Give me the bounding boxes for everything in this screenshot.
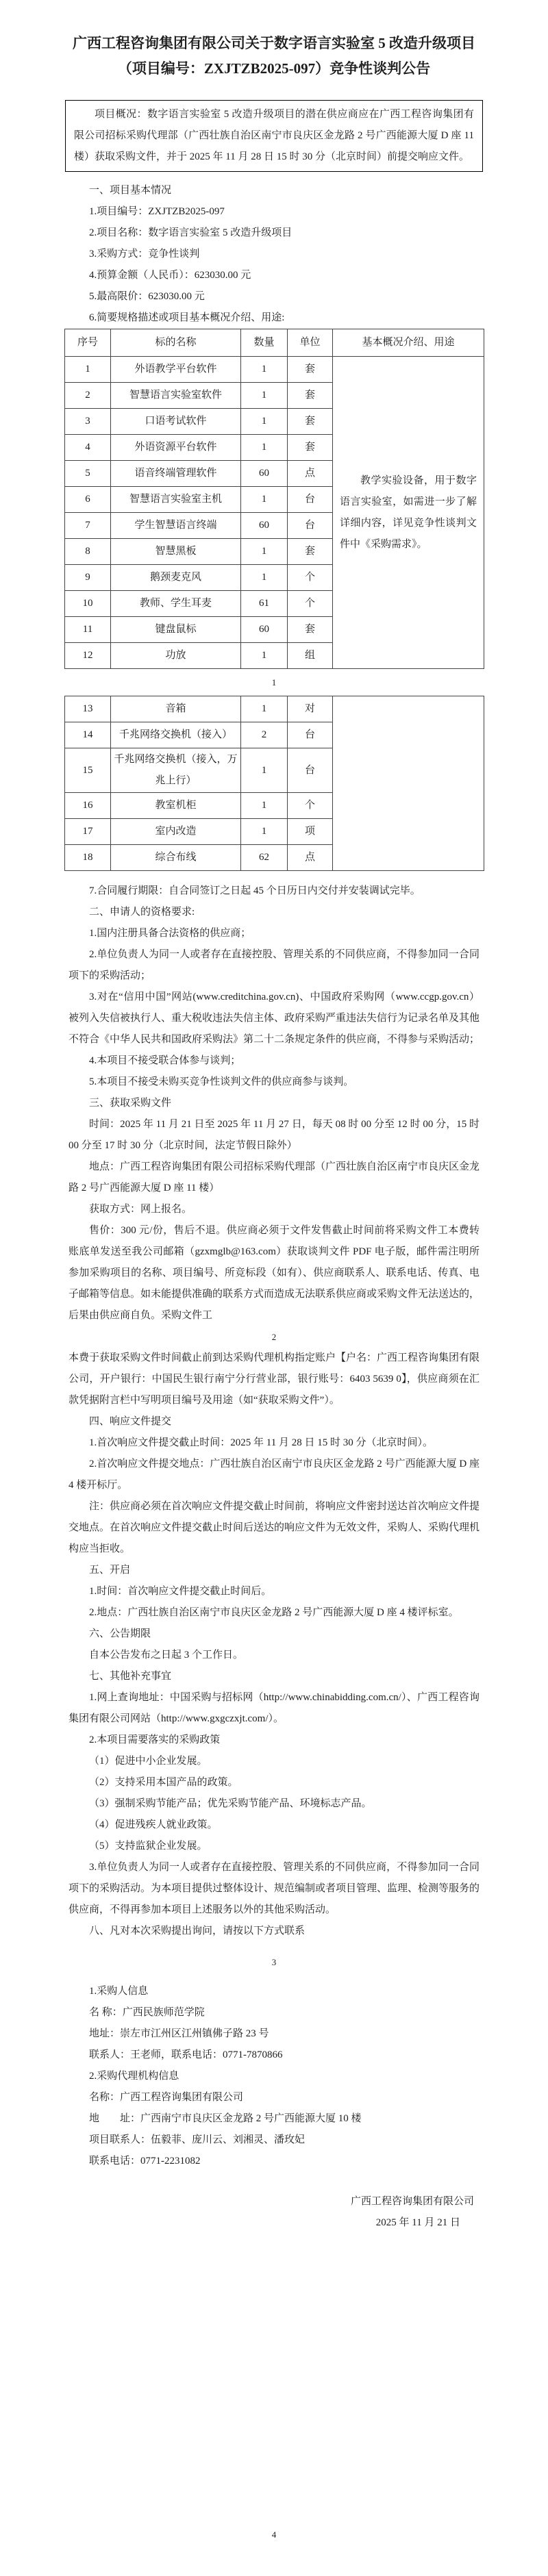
cell-name: 键盘鼠标 [111,617,241,643]
signature-date: 2025 年 11 月 21 日 [375,2217,460,2228]
cell-name: 学生智慧语言终端 [111,513,241,539]
cell-unit: 个 [288,591,333,617]
cell-name: 智慧语言实验室软件 [111,383,241,409]
page-number-3: 3 [271,1957,277,1967]
cell-name: 教师、学生耳麦 [111,591,241,617]
cell-name: 智慧黑板 [111,539,241,565]
cell-no: 14 [65,722,111,748]
page-number-4: 4 [271,2529,277,2540]
cell-qty: 61 [241,591,288,617]
paragraph: 2.采购代理机构信息 [89,2071,179,2082]
cell-qty: 62 [241,845,288,871]
cell-qty: 60 [241,617,288,643]
cell-no: 2 [65,383,111,409]
cell-name: 综合布线 [111,845,241,871]
items-table-part2 [64,696,484,871]
cell-unit: 套 [288,383,333,409]
paragraph: 2.地点：广西壮族自治区南宁市良庆区金龙路 2 号广西能源大厦 D 座 4 楼评标室。 [89,1607,459,1618]
cell-name: 功放 [111,643,241,669]
paragraph: 名 称：广西民族师范学院 [89,2007,205,2018]
cell-name: 音箱 [111,696,241,722]
col-header-no: 序号 [65,329,111,357]
paragraph: 地点：广西工程咨询集团有限公司招标采购代理部（广西壮族自治区南宁市良庆区金龙路 2 号广西能源大厦 D 座 11 楼） [68,1161,480,1194]
cell-name: 外语资源平台软件 [111,435,241,461]
signature-company: 广西工程咨询集团有限公司 [350,2196,474,2207]
cell-no: 18 [65,845,111,871]
cell-qty: 1 [241,565,288,591]
section-contact-info [0,1981,548,2172]
project-overview-text: 项目概况：数字语言实验室 5 改造升级项目的潜在供应商应在广西工程咨询集团有限公司招标采购代理部（广西壮族自治区南宁市良庆区金龙路 2 号广西能源大厦 D 座 11 楼）获取采购文件，并于 2025 年 11 月 28 日 15 时 30 分（北京时间）前提交响应文件。 [74,109,474,162]
paragraph: 联系人：王老师，联系电话：0771-7870866 [89,2049,283,2060]
cell-qty: 1 [241,793,288,819]
cell-qty: 60 [241,461,288,487]
cell-no: 17 [65,819,111,845]
section-heading: 一、项目基本情况 [89,185,172,196]
page-number-2: 2 [271,1332,277,1342]
cell-qty: 1 [241,819,288,845]
paragraph: （5）支持监狱企业发展。 [89,1841,208,1852]
cell-name: 千兆网络交换机（接入，万兆上行） [111,748,241,793]
cell-qty: 1 [241,696,288,722]
paragraph: 名称：广西工程咨询集团有限公司 [89,2092,244,2103]
table-row [65,696,484,722]
paragraph: （1）促进中小企业发展。 [89,1756,208,1767]
paragraph: 地 址：广西南宁市良庆区金龙路 2 号广西能源大厦 10 楼 [89,2113,362,2124]
cell-unit: 点 [288,461,333,487]
section-submission-opening-other [0,1348,548,1942]
page-number-1: 1 [271,677,277,687]
cell-unit: 套 [288,409,333,435]
paragraph: 2.单位负责人为同一人或者存在直接控股、管理关系的不同供应商，不得参加同一合同项下的采购活动； [68,949,480,981]
cell-name: 鹅颈麦克风 [111,565,241,591]
paragraph: 售价：300 元/份，售后不退。供应商必须于文件发售截止时间前将采购文件工本费转账底单发送至我公司邮箱（gzxmglb@163.com）获取谈判文件 PDF 电子版，邮件需注明所参加采购项目的名称、项目编号、所竞标段（如有）、供应商联系人、联系电话、传真、电子邮箱等信息。如未能提供准确的联系方式而造成无法联系供应商或采购文件无法送达的，后果由供应商自负。采购文件工 [68,1225,480,1321]
cell-no: 9 [65,565,111,591]
cell-name: 口语考试软件 [111,409,241,435]
cell-qty: 2 [241,722,288,748]
cell-qty: 1 [241,643,288,669]
cell-qty: 60 [241,513,288,539]
paragraph: 项目联系人：伍毅菲、庞川云、刘湘灵、潘玫妃 [89,2134,306,2145]
cell-name: 外语教学平台软件 [111,357,241,383]
paragraph: （4）促进残疾人就业政策。 [89,1819,218,1830]
paragraph: 6.简要规格描述或项目基本概况介绍、用途: [89,312,285,323]
paragraph: 联系电话：0771-2231082 [89,2156,201,2167]
paragraph: 1.国内注册具备合法资格的供应商； [89,928,251,939]
section-heading: 七、其他补充事宜 [89,1671,172,1682]
document-title-line2: （项目编号：ZXJTZB2025-097）竞争性谈判公告 [117,60,431,77]
cell-qty: 1 [241,357,288,383]
paragraph: 1.项目编号：ZXJTZB2025-097 [89,206,225,217]
paragraph: 5.本项目不接受未购买竞争性谈判文件的供应商参与谈判。 [89,1076,354,1087]
cell-no: 10 [65,591,111,617]
cell-qty: 1 [241,487,288,513]
cell-name: 教室机柜 [111,793,241,819]
cell-no: 7 [65,513,111,539]
cell-no: 11 [65,617,111,643]
section-heading: 三、获取采购文件 [89,1098,172,1109]
paragraph: 1.采购人信息 [89,1986,149,1997]
cell-unit: 台 [288,513,333,539]
cell-name: 语音终端管理软件 [111,461,241,487]
cell-unit: 点 [288,845,333,871]
paragraph: 2.首次响应文件提交地点：广西壮族自治区南宁市良庆区金龙路 2 号广西能源大厦 D 座 4 楼开标厅。 [68,1459,480,1491]
signature-block [0,2191,548,2234]
section-heading: 四、响应文件提交 [89,1416,172,1427]
paragraph: 2.项目名称：数字语言实验室 5 改造升级项目 [89,227,292,238]
cell-name: 室内改造 [111,819,241,845]
paragraph: 3.对在“信用中国”网站(www.creditchina.gov.cn)、中国政府采购网（www.ccgp.gov.cn）被列入失信被执行人、重大税收违法失信主体、政府采购严重违法失信行为记录名单及其他不符合《中华人民共和国政府采购法》第二十二条规定条件的供应商，不得参与采购活动； [68,992,480,1045]
table-row [65,357,484,383]
paragraph: 1.网上查询地址：中国采购与招标网（http://www.chinabidding.com.cn/）、广西工程咨询集团有限公司网站（http://www.gxgczxjt.com/）。 [68,1692,480,1724]
cell-qty: 1 [241,409,288,435]
cell-unit: 组 [288,643,333,669]
document-title [0,0,548,81]
cell-no: 4 [65,435,111,461]
section-heading: 五、开启 [89,1565,131,1576]
cell-no: 3 [65,409,111,435]
cell-description-merged: 教学实验设备，用于数字语言实验室，如需进一步了解详细内容，详见竞争性谈判文件中《采购需求》。 [333,357,484,669]
cell-unit: 台 [288,748,333,793]
paragraph: （3）强制采购节能产品；优先采购节能产品、环境标志产品。 [89,1798,372,1809]
cell-unit: 套 [288,435,333,461]
cell-unit: 套 [288,357,333,383]
paragraph: 本费于获取采购文件时间截止前到达采购代理机构指定账户【户名：广西工程咨询集团有限公司，开户银行：中国民生银行南宁分行营业部，银行账号：6403 5639 0】，供应商须在汇款凭据附言栏中写明项目编号及用途（如“获取采购文件”）。 [68,1352,480,1406]
col-header-desc: 基本概况介绍、用途 [333,329,484,357]
cell-unit: 套 [288,539,333,565]
paragraph: 1.时间：首次响应文件提交截止时间后。 [89,1586,272,1597]
cell-unit: 对 [288,696,333,722]
cell-no: 15 [65,748,111,793]
cell-description-merged [333,696,484,871]
cell-unit: 套 [288,617,333,643]
section-qualification-and-documents [0,881,548,1326]
section-heading: 二、申请人的资格要求: [89,907,195,918]
cell-no: 1 [65,357,111,383]
cell-unit: 台 [288,487,333,513]
project-overview-box [65,100,483,172]
col-header-unit: 单位 [288,329,333,357]
cell-name: 智慧语言实验室主机 [111,487,241,513]
cell-qty: 1 [241,748,288,793]
cell-no: 6 [65,487,111,513]
paragraph: （2）支持采用本国产品的政策。 [89,1777,238,1788]
cell-no: 13 [65,696,111,722]
paragraph: 2.本项目需要落实的采购政策 [89,1734,221,1745]
document-title-line1: 广西工程咨询集团有限公司关于数字语言实验室 5 改造升级项目 [73,35,475,51]
paragraph: 获取方式：网上报名。 [89,1204,192,1215]
col-header-name: 标的名称 [111,329,241,357]
cell-qty: 1 [241,435,288,461]
cell-no: 5 [65,461,111,487]
cell-name: 千兆网络交换机（接入） [111,722,241,748]
col-header-qty: 数量 [241,329,288,357]
paragraph: 地址：崇左市江州区江州镇佛子路 23 号 [89,2028,269,2039]
paragraph: 1.首次响应文件提交截止时间：2025 年 11 月 28 日 15 时 30 分（北京时间）。 [89,1437,433,1448]
paragraph: 4.预算金额（人民币）：623030.00 元 [89,270,251,281]
cell-no: 16 [65,793,111,819]
section-basic-info [0,180,548,329]
cell-unit: 项 [288,819,333,845]
paragraph: 7.合同履行期限：自合同签订之日起 45 个日历日内交付并安装调试完毕。 [89,885,421,896]
cell-unit: 台 [288,722,333,748]
paragraph: 自本公告发布之日起 3 个工作日。 [89,1650,244,1660]
section-heading: 六、公告期限 [89,1628,151,1639]
items-table-part1 [64,329,484,669]
paragraph: 5.最高限价：623030.00 元 [89,291,205,302]
paragraph: 3.采购方式：竞争性谈判 [89,249,200,260]
paragraph: 时间：2025 年 11 月 21 日至 2025 年 11 月 27 日，每天 08 时 00 分至 12 时 00 分，15 时 00 分至 17 时 30 分（北京时间，法定节假日除外） [68,1119,480,1151]
items-table-header-row [65,329,484,357]
cell-unit: 个 [288,793,333,819]
cell-no: 8 [65,539,111,565]
paragraph: 4.本项目不接受联合体参与谈判； [89,1055,241,1066]
paragraph: 3.单位负责人为同一人或者存在直接控股、管理关系的不同供应商，不得参加同一合同项下的采购活动。为本项目提供过整体设计、规范编制或者项目管理、监理、检测等服务的供应商，不得再参加本项目上述服务以外的其他采购活动。 [68,1862,480,1915]
cell-unit: 个 [288,565,333,591]
paragraph: 注：供应商必须在首次响应文件提交截止时间前，将响应文件密封送达首次响应文件提交地点。在首次响应文件提交截止时间后送达的响应文件为无效文件，采购人、采购代理机构应当拒收。 [68,1501,480,1554]
cell-no: 12 [65,643,111,669]
cell-qty: 1 [241,539,288,565]
cell-qty: 1 [241,383,288,409]
section-heading: 八、凡对本次采购提出询问，请按以下方式联系 [89,1925,306,1936]
